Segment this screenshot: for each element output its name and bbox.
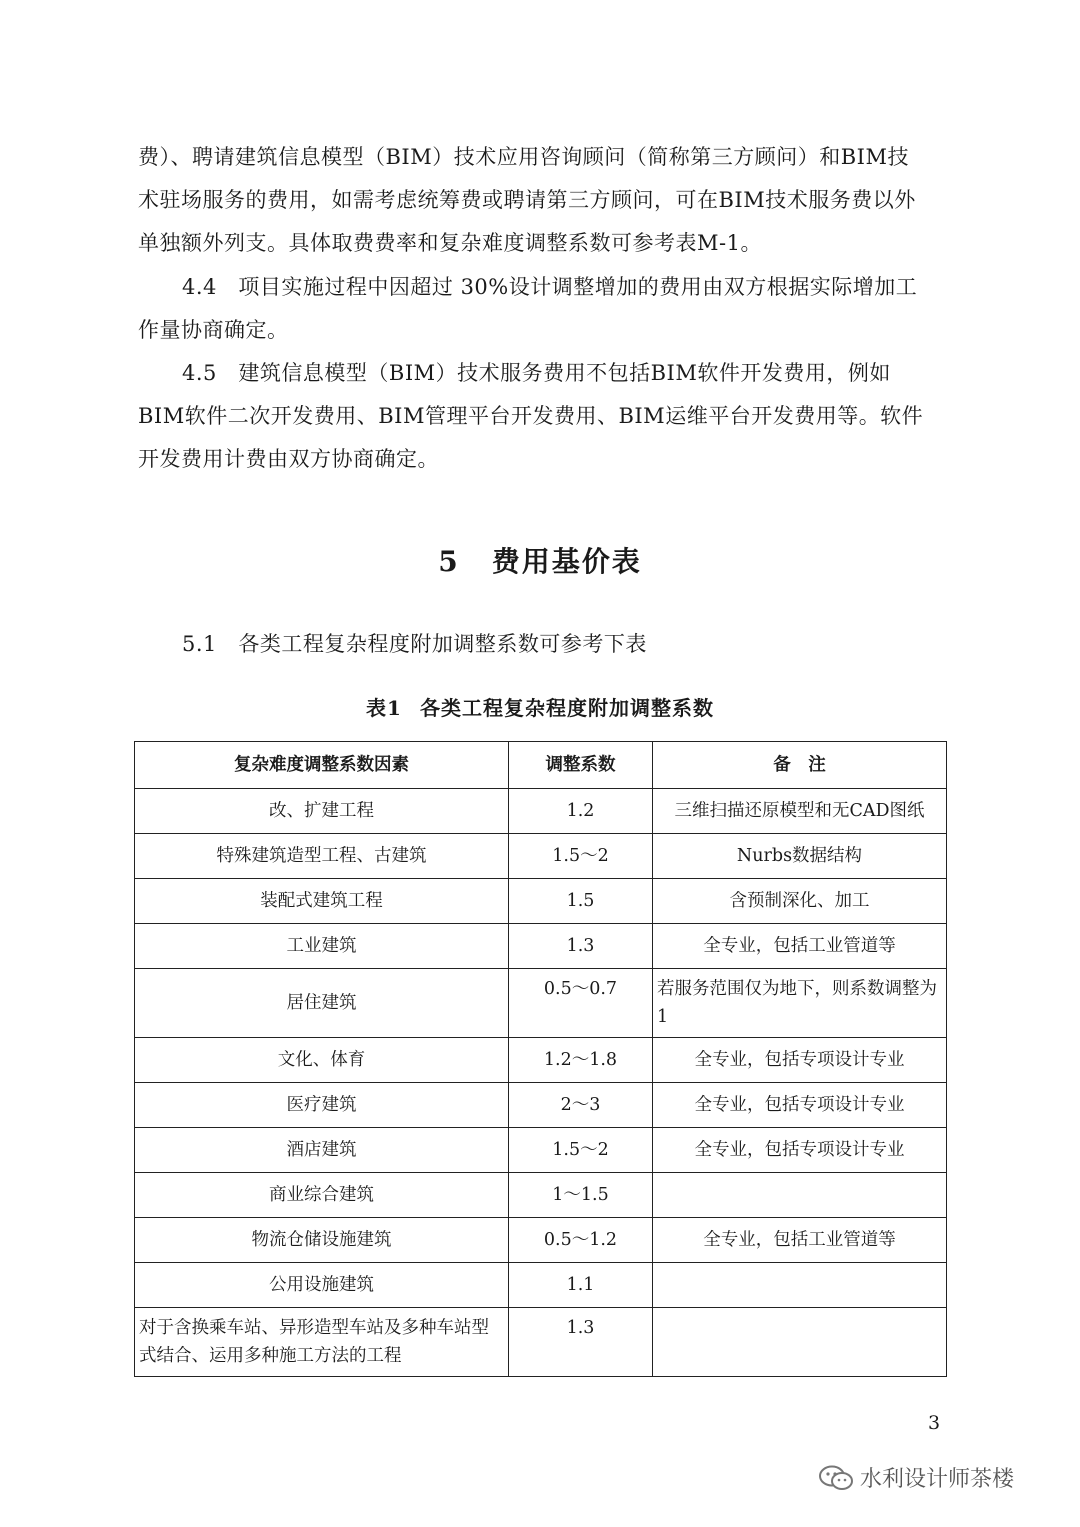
- table-row: [135, 1083, 947, 1128]
- paragraph-text: 4.4 项目实施过程中因超过 30%设计调整增加的费用由双方根据实际增加工作量协商确定。: [138, 275, 918, 342]
- cell-remarks: [653, 1308, 947, 1377]
- table-row: [135, 789, 947, 834]
- section-number: 5: [438, 545, 460, 578]
- cell-remarks: Nurbs数据结构: [653, 834, 947, 879]
- header-coefficient: 调整系数: [509, 742, 653, 789]
- table-caption-number: 表1: [366, 696, 402, 720]
- cell-factor: 商业综合建筑: [135, 1173, 509, 1218]
- subsection-5-1: 5.1 各类工程复杂程度附加调整系数可参考下表: [182, 632, 647, 656]
- paragraph-text: 4.5 建筑信息模型（BIM）技术服务费用不包括BIM软件开发费用，例如BIM软件二次开发费用、BIM管理平台开发费用、BIM运维平台开发费用等。软件开发费用计费由双方协商确定。: [138, 361, 924, 471]
- header-factor: 复杂难度调整系数因素: [135, 742, 509, 789]
- cell-coefficient: 1.3: [509, 924, 653, 969]
- cell-factor: 对于含换乘车站、异形造型车站及多种车站型式结合、运用多种施工方法的工程: [135, 1308, 509, 1377]
- cell-factor: 文化、体育: [135, 1038, 509, 1083]
- cell-remarks: 若服务范围仅为地下，则系数调整为1: [653, 969, 947, 1038]
- cell-remarks: 全专业，包括专项设计专业: [653, 1038, 947, 1083]
- adjustment-coefficient-table: [134, 741, 947, 1377]
- cell-coefficient: 0.5～0.7: [509, 969, 653, 1038]
- cell-factor: 装配式建筑工程: [135, 879, 509, 924]
- cell-coefficient: 1.5～2: [509, 834, 653, 879]
- cell-factor: 居住建筑: [135, 969, 509, 1038]
- cell-remarks: [653, 1173, 947, 1218]
- table-row: [135, 969, 947, 1038]
- cell-coefficient: 1.2: [509, 789, 653, 834]
- cell-remarks: 全专业，包括专项设计专业: [653, 1083, 947, 1128]
- section-title: 费用基价表: [491, 545, 642, 578]
- cell-remarks: 全专业，包括专项设计专业: [653, 1128, 947, 1173]
- cell-remarks: 三维扫描还原模型和无CAD图纸: [653, 789, 947, 834]
- table-row: [135, 1218, 947, 1263]
- cell-remarks: [653, 1263, 947, 1308]
- cell-remarks: 含预制深化、加工: [653, 879, 947, 924]
- watermark: [818, 1462, 1014, 1493]
- cell-factor: 公用设施建筑: [135, 1263, 509, 1308]
- table-caption: [0, 692, 1080, 721]
- page-number: 3: [928, 1412, 941, 1434]
- wechat-icon: [818, 1464, 854, 1492]
- cell-coefficient: 1.5: [509, 879, 653, 924]
- cell-factor: 酒店建筑: [135, 1128, 509, 1173]
- cell-factor: 改、扩建工程: [135, 789, 509, 834]
- table-row: [135, 1038, 947, 1083]
- cell-remarks: 全专业，包括工业管道等: [653, 924, 947, 969]
- cell-coefficient: 0.5～1.2: [509, 1218, 653, 1263]
- paragraph-4-5: [138, 352, 928, 481]
- table-header-row: [135, 742, 947, 789]
- cell-factor: 医疗建筑: [135, 1083, 509, 1128]
- section-heading: [0, 540, 1080, 580]
- cell-factor: 特殊建筑造型工程、古建筑: [135, 834, 509, 879]
- table-row: [135, 1128, 947, 1173]
- table-row: [135, 1173, 947, 1218]
- paragraph-cost-continuation: [138, 136, 928, 265]
- cell-coefficient: 1～1.5: [509, 1173, 653, 1218]
- table-row: [135, 834, 947, 879]
- cell-remarks: 全专业，包括工业管道等: [653, 1218, 947, 1263]
- table-row: [135, 924, 947, 969]
- cell-coefficient: 2～3: [509, 1083, 653, 1128]
- table-row: [135, 1263, 947, 1308]
- table-row: [135, 879, 947, 924]
- table-caption-title: 各类工程复杂程度附加调整系数: [419, 696, 714, 720]
- cell-coefficient: 1.2～1.8: [509, 1038, 653, 1083]
- cell-factor: 工业建筑: [135, 924, 509, 969]
- cell-factor: 物流仓储设施建筑: [135, 1218, 509, 1263]
- paragraph-text: 费）、聘请建筑信息模型（BIM）技术应用咨询顾问（简称第三方顾问）和BIM技术驻场服务的费用，如需考虑统筹费或聘请第三方顾问，可在BIM技术服务费以外单独额外列支。具体取费费率和复杂难度调整系数可参考表M-1。: [138, 145, 916, 255]
- table-row: [135, 1308, 947, 1377]
- cell-coefficient: 1.3: [509, 1308, 653, 1377]
- cell-coefficient: 1.1: [509, 1263, 653, 1308]
- paragraph-4-4: [138, 266, 928, 352]
- cell-coefficient: 1.5～2: [509, 1128, 653, 1173]
- watermark-text: 水利设计师茶楼: [860, 1467, 1015, 1492]
- header-remarks: 备 注: [653, 742, 947, 789]
